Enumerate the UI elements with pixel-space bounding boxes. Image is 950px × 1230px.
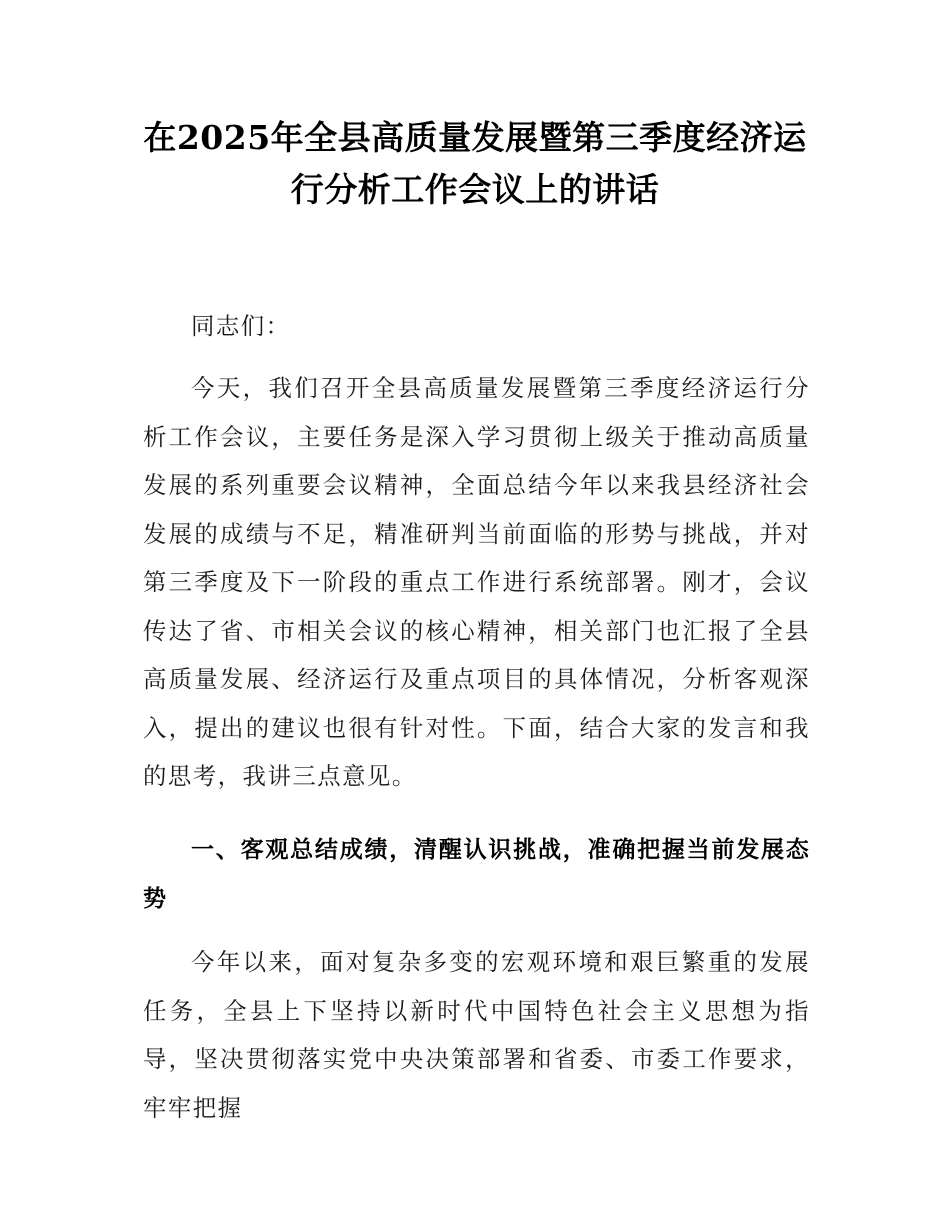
document-title: 在2025年全县高质量发展暨第三季度经济运行分析工作会议上的讲话 — [143, 118, 807, 209]
intro-paragraph: 今天，我们召开全县高质量发展暨第三季度经济运行分析工作会议，主要任务是深入学习贯彻上级关于推动高质量发展的系列重要会议精神，全面总结今年以来我县经济社会发展的成绩与不足，精准研判当前面临的形势与挑战，并对第三季度及下一阶段的重点工作进行系统部署。刚才，会议传达了省、市相关会议的核心精神，相关部门也汇报了全县高质量发展、经济运行及重点项目的具体情况，分析客观深入，提出的建议也很有针对性。下面，结合大家的发言和我的思考，我讲三点意见。 — [143, 374, 810, 790]
salutation: 同志们： — [191, 312, 291, 340]
section-heading-1: 一、客观总结成绩，清醒认识挑战，准确把握当前发展态势 — [143, 837, 810, 912]
section-1-paragraph: 今年以来，面对复杂多变的宏观环境和艰巨繁重的发展任务，全县上下坚持以新时代中国特色社会主义思想为指导，坚决贯彻落实党中央决策部署和省委、市委工作要求，牢牢把握 — [143, 948, 810, 1122]
